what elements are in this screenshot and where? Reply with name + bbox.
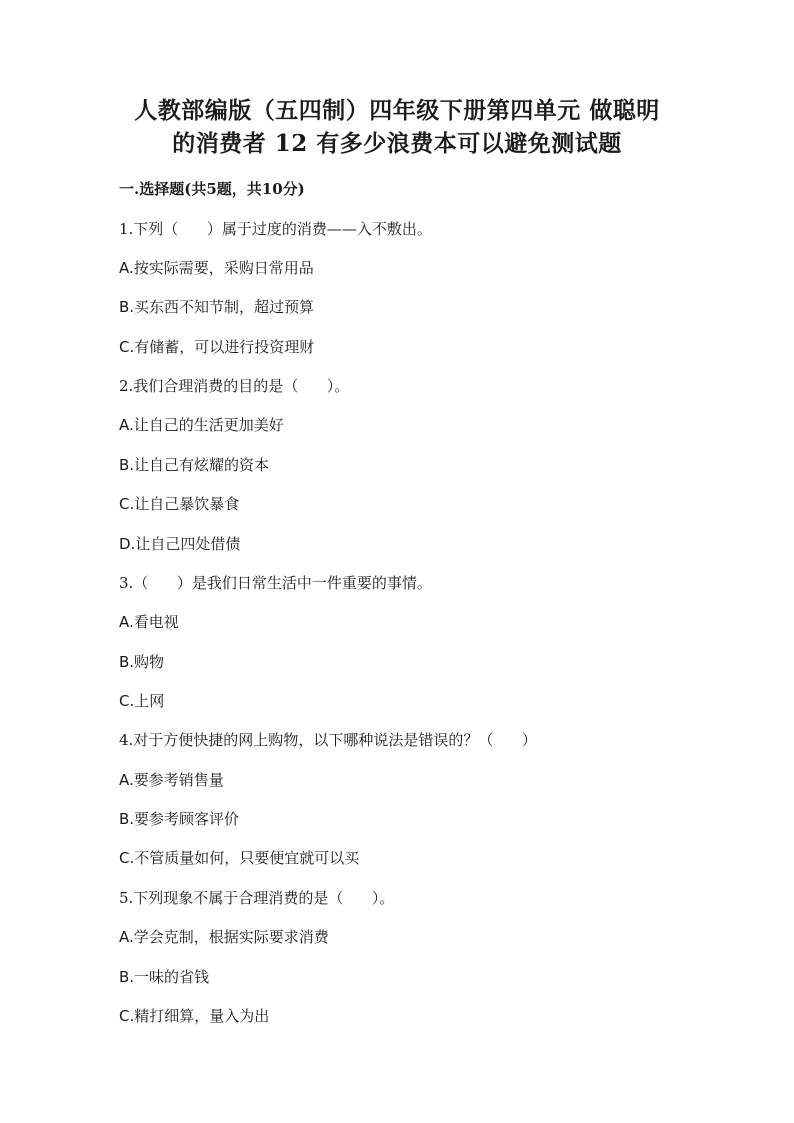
question-5-option-c: C.精打细算，量入为出 [119, 1007, 270, 1025]
question-2-option-c: C.让自己暴饮暴食 [119, 495, 240, 513]
question-3-option-c: C.上网 [119, 692, 165, 710]
question-2-stem: 2.我们合理消费的目的是（ ）。 [119, 377, 350, 395]
section-heading: 一.选择题(共5题，共10分) [119, 180, 305, 198]
title-line-2: 的消费者 12 有多少浪费本可以避免测试题 [172, 130, 622, 157]
question-2-option-d: D.让自己四处借债 [119, 535, 241, 553]
question-5-option-b: B.一味的省钱 [119, 968, 210, 986]
question-4-option-a: A.要参考销售量 [119, 771, 224, 789]
question-4-option-c: C.不管质量如何，只要便宜就可以买 [119, 849, 360, 867]
question-1-stem: 1.下列（ ）属于过度的消费——入不敷出。 [119, 220, 432, 238]
question-5-option-a: A.学会克制，根据实际要求消费 [119, 928, 329, 946]
question-4-stem: 4.对于方便快捷的网上购物，以下哪种说法是错误的？（ ） [119, 731, 537, 749]
title-line-1: 人教部编版（五四制）四年级下册第四单元 做聪明 [134, 97, 660, 124]
question-5-stem: 5.下列现象不属于合理消费的是（ ）。 [119, 889, 395, 907]
question-1-option-c: C.有储蓄，可以进行投资理财 [119, 338, 315, 356]
question-3-option-b: B.购物 [119, 653, 165, 671]
question-1-option-b: B.买东西不知节制，超过预算 [119, 298, 315, 316]
question-1-option-a: A.按实际需要，采购日常用品 [119, 259, 314, 277]
question-3-stem: 3.（ ）是我们日常生活中一件重要的事情。 [119, 574, 432, 592]
question-4-option-b: B.要参考顾客评价 [119, 810, 240, 828]
document-title [0, 94, 794, 160]
question-2-option-a: A.让自己的生活更加美好 [119, 416, 284, 434]
question-2-option-b: B.让自己有炫耀的资本 [119, 456, 270, 474]
question-3-option-a: A.看电视 [119, 613, 179, 631]
